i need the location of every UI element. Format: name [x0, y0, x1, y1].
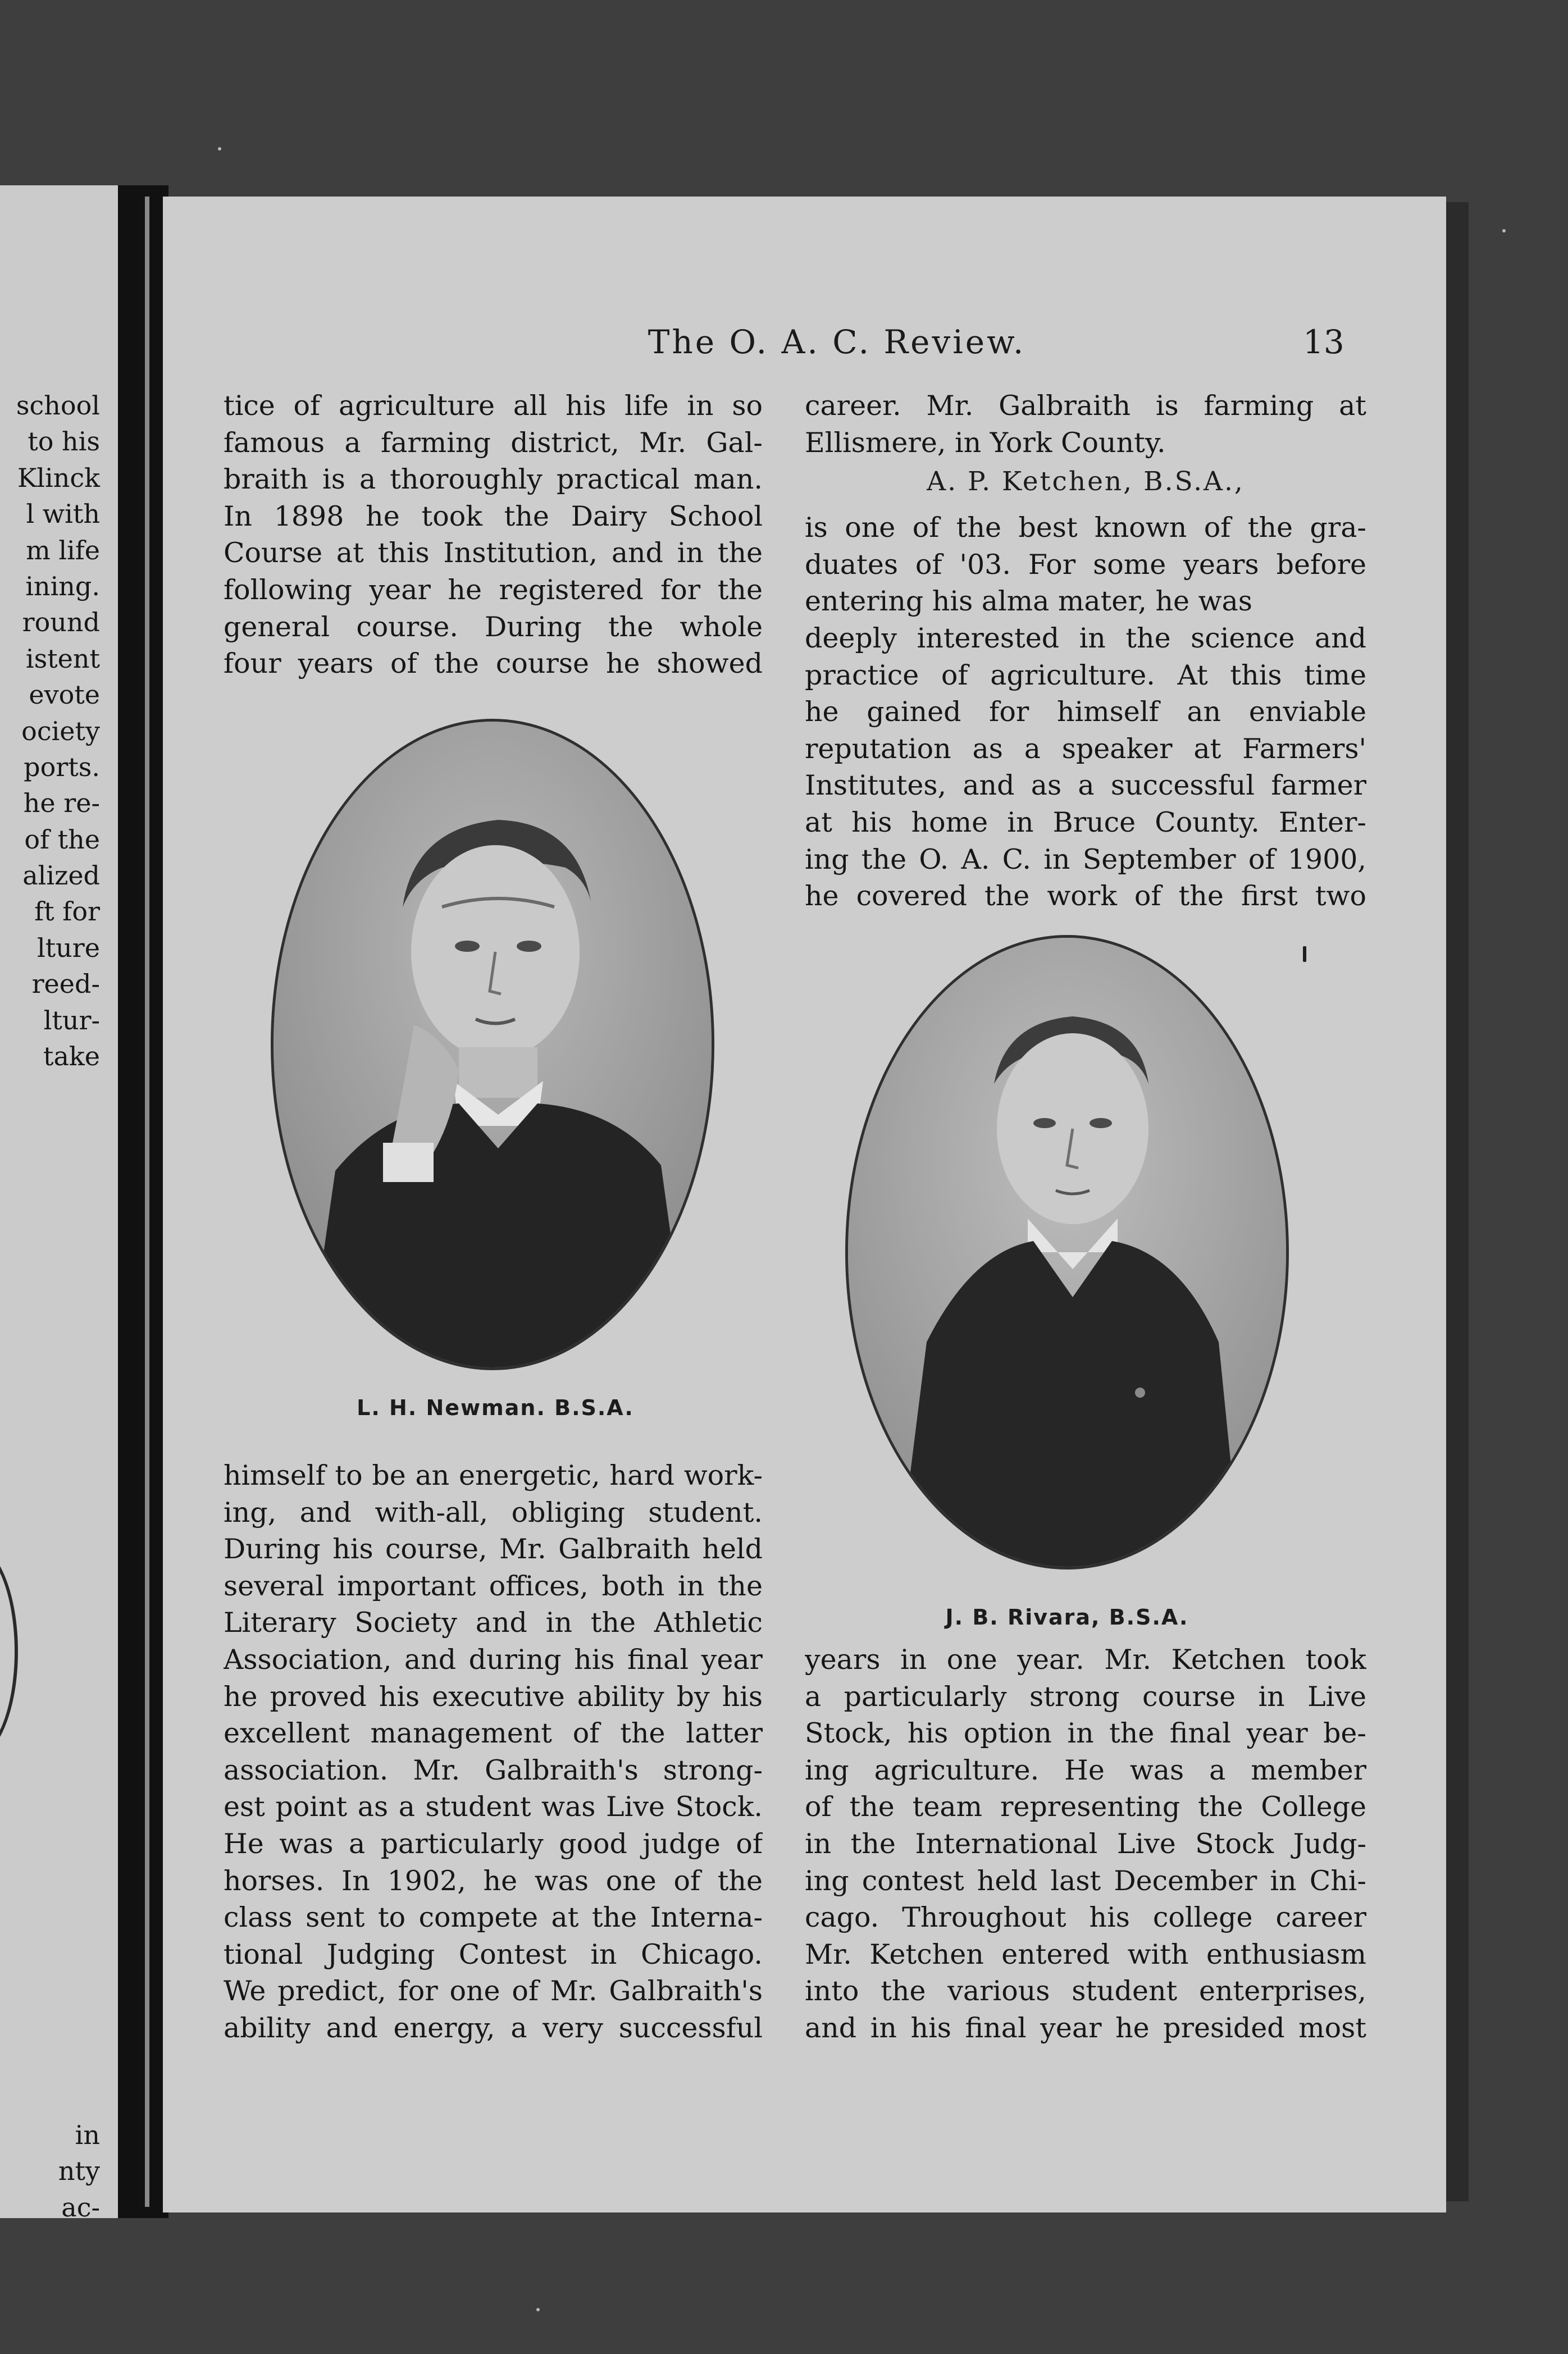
facing-page-line: Klinck — [17, 462, 100, 493]
facing-page-line: m life — [26, 535, 100, 565]
text-line: excellent management of the latter — [224, 1717, 763, 1750]
facing-page-line: alized — [22, 860, 100, 891]
text-line: We predict, for one of Mr. Galbraith's — [224, 1975, 763, 2008]
text-line: reputation as a speaker at Farmers' — [805, 732, 1366, 765]
text-line: Stock, his option in the final year be- — [805, 1717, 1366, 1750]
facing-page-fragment — [0, 185, 118, 2223]
text-line: at his home in Bruce County. Enter- — [805, 806, 1366, 838]
text-line: Literary Society and in the Athletic — [224, 1607, 763, 1639]
text-line: ing the O. A. C. in September of 1900, — [805, 843, 1366, 875]
text-line: he proved his executive ability by his — [224, 1680, 763, 1713]
page-number: 13 — [1303, 323, 1344, 361]
paragraph-ketchen-continued — [805, 1641, 1366, 2047]
portrait-rivara-photo — [848, 938, 1286, 1567]
facing-page-line: ports. — [24, 751, 100, 782]
facing-page-portrait-edge — [0, 1544, 18, 1759]
text-line: Mr. Ketchen entered with enthusiasm — [805, 1938, 1366, 1970]
text-line: cago. Throughout his college career — [805, 1901, 1366, 1934]
facing-page-line: take — [43, 1041, 100, 1072]
column-right-top — [805, 387, 1366, 915]
portrait-newman-photo — [274, 722, 712, 1367]
dust-speck — [1502, 229, 1506, 232]
text-line: a particularly strong course in Live — [805, 1680, 1366, 1713]
text-line: is one of the best known of the gra- — [805, 512, 1366, 544]
book-gutter — [118, 185, 168, 2218]
column-right-bottom — [805, 1641, 1366, 2047]
text-line: entering his alma mater, he was — [805, 585, 1252, 618]
text-line: ing agriculture. He was a member — [805, 1754, 1366, 1786]
text-line: Course at this Institution, and in the — [224, 537, 763, 569]
portrait-newman — [271, 719, 714, 1370]
text-line: In 1898 he took the Dairy School — [224, 500, 763, 532]
caption-rivara: J. B. Rivara, B.S.A. — [945, 1605, 1189, 1630]
text-line: of the team representing the College — [805, 1791, 1366, 1823]
facing-page-line: nty — [58, 2156, 100, 2187]
text-line: four years of the course he showed — [224, 647, 763, 680]
text-line: duates of '03. For some years before — [805, 548, 1366, 581]
text-line: class sent to compete at the Interna- — [224, 1901, 763, 1934]
text-line: he gained for himself an enviable — [805, 696, 1366, 728]
text-line: tice of agriculture all his life in so — [224, 390, 763, 422]
page-edge-shadow — [1446, 202, 1469, 2201]
facing-page-line: of the — [24, 824, 100, 855]
facing-page-line: ac- — [61, 2192, 100, 2223]
column-left-top — [224, 387, 763, 682]
text-line: in the International Live Stock Judg- — [805, 1827, 1366, 1860]
caption-newman: L. H. Newman. B.S.A. — [357, 1395, 634, 1420]
facing-page-line: l with — [26, 499, 100, 530]
facing-page-text-top — [0, 387, 112, 1074]
facing-page-line: istent — [25, 643, 100, 674]
portrait-rivara-oval — [845, 935, 1289, 1570]
text-line: ability and energy, a very successful — [224, 2011, 763, 2044]
facing-page-line: lture — [37, 932, 100, 963]
facing-page-line: school — [16, 390, 100, 421]
paragraph-galbraith-continued — [224, 1457, 763, 2047]
page-13 — [163, 197, 1446, 2212]
dust-speck — [218, 147, 221, 150]
text-line: Ellismere, in York County. — [805, 426, 1166, 459]
paragraph-galbraith-start — [224, 387, 763, 682]
facing-page-line: round — [22, 607, 100, 638]
paragraph-galbraith-end — [805, 387, 1366, 461]
text-line: practice of agriculture. At this time — [805, 659, 1366, 691]
facing-page-line: reed- — [31, 969, 100, 1000]
text-line: horses. In 1902, he was one of the — [224, 1864, 763, 1897]
text-line: deeply interested in the science and — [805, 622, 1366, 654]
facing-page-line: ining. — [25, 571, 100, 601]
text-line: est point as a student was Live Stock. — [224, 1791, 763, 1823]
text-line: famous a farming district, Mr. Gal- — [224, 426, 763, 459]
facing-page-line: ft for — [34, 896, 100, 927]
text-line: Association, and during his final year — [224, 1643, 763, 1676]
gutter-edge-line — [145, 197, 149, 2207]
dust-speck — [536, 2308, 540, 2311]
running-head-title: The O. A. C. Review. — [648, 323, 1026, 361]
text-line: career. Mr. Galbraith is farming at — [805, 390, 1366, 422]
facing-page-line: he re- — [23, 788, 100, 819]
facing-page-line: to his — [28, 426, 100, 457]
text-line: Institutes, and as a successful farmer — [805, 769, 1366, 802]
text-line: ing contest held last December in Chi- — [805, 1864, 1366, 1897]
paragraph-ketchen-start — [805, 509, 1366, 915]
text-line: braith is a thoroughly practical man. — [224, 463, 763, 496]
text-line: years in one year. Mr. Ketchen took — [805, 1644, 1366, 1676]
facing-page-line: ociety — [21, 715, 100, 746]
text-line: general course. During the whole — [224, 610, 763, 643]
text-line: association. Mr. Galbraith's strong- — [224, 1754, 763, 1786]
text-line: and in his final year he presided most — [805, 2011, 1366, 2044]
facing-page-text-bottom — [0, 2117, 112, 2225]
column-left-bottom — [224, 1457, 763, 2047]
facing-page-line: in — [75, 2120, 100, 2150]
text-line: himself to be an energetic, hard work- — [224, 1459, 763, 1491]
section-heading-ketchen: A. P. Ketchen, B.S.A., — [927, 466, 1245, 498]
text-line: tional Judging Contest in Chicago. — [224, 1938, 763, 1970]
portrait-rivara — [845, 935, 1289, 1570]
text-line: he covered the work of the first two — [805, 880, 1366, 913]
facing-page-line: evote — [29, 679, 100, 710]
text-line: into the various student enterprises, — [805, 1975, 1366, 2008]
text-line: several important offices, both in the — [224, 1570, 763, 1602]
text-line: ing, and with-all, obliging student. — [224, 1496, 763, 1529]
text-line: He was a particularly good judge of — [224, 1827, 763, 1860]
print-speck — [1303, 946, 1306, 962]
text-line: During his course, Mr. Galbraith held — [224, 1533, 763, 1566]
text-line: following year he registered for the — [224, 573, 763, 606]
facing-page-line: ltur- — [43, 1005, 100, 1035]
portrait-newman-oval — [271, 719, 714, 1370]
